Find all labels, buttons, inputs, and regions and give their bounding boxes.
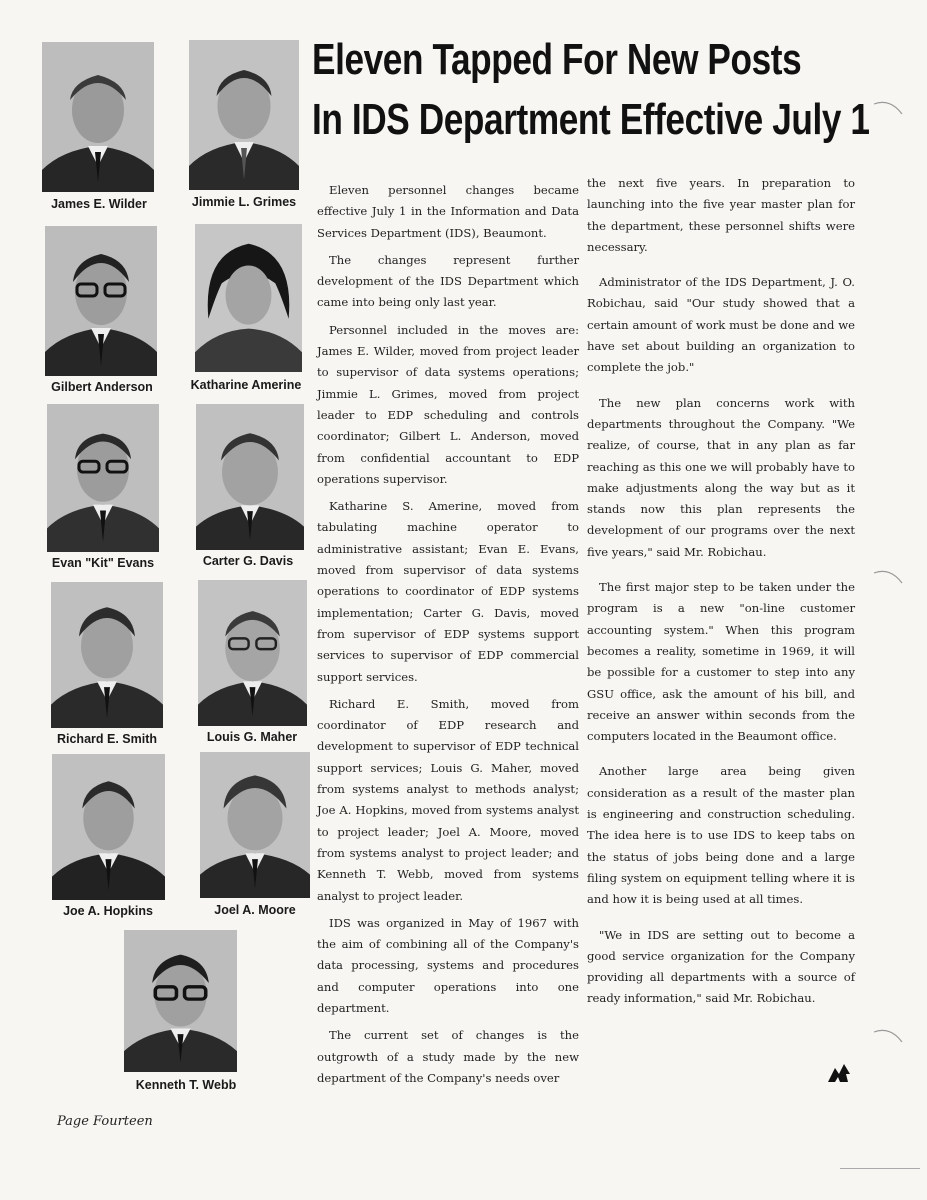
- portrait-caption: Joe A. Hopkins: [63, 904, 153, 918]
- page-number: Page Fourteen: [57, 1114, 153, 1129]
- headline-line-2: In IDS Department Effective July 1: [312, 95, 870, 144]
- headline-line-1: Eleven Tapped For New Posts: [312, 35, 802, 84]
- portrait-photo-davis: [196, 404, 304, 550]
- article-paragraph: Another large area being given consideration as a result of the master plan is engineering and construction scheduling. The idea here is to use IDS to keep tabs on the status of jobs being done and a large filing system on equipment telling where it is and how it is being used at all times.: [587, 764, 855, 907]
- article-paragraph: The new plan concerns work with departments throughout the Company. "We realize, of course, that in any plan as far reaching as this one we will probably have to make adjustments along the way but as it stands now this plan represents the development of our programs over the next five years," said Mr. Robichau.: [587, 395, 855, 559]
- article-paragraph: Katharine S. Amerine, moved from tabulating machine operator to administrative assistant; Evan E. Evans, moved from supervisor of data systems operations to coordinator of EDP systems implementation; Carter G. Davis, moved from supervisor of EDP systems support services to supervisor of EDP commercial support services.: [317, 499, 579, 684]
- portrait-photo-evans: [47, 404, 159, 552]
- article-column-left: [317, 180, 579, 1095]
- article-column-right: [587, 173, 855, 1016]
- article-paragraph: "We in IDS are setting out to become a good service organization for the Company providing all departments with a source of ready information," said Mr. Robichau.: [587, 927, 855, 1006]
- portrait-photo-wilder: [42, 42, 154, 192]
- portrait-caption: Louis G. Maher: [206, 730, 298, 744]
- portrait-photo-webb: [124, 930, 237, 1072]
- punch-hole-mark: [872, 1024, 908, 1048]
- portrait-photo-hopkins: [52, 754, 165, 900]
- article-paragraph: The changes represent further development of the IDS Department which came into being only last year.: [317, 252, 579, 310]
- article-paragraph: The first major step to be taken under the program is a new "on-line customer accounting system." When this program becomes a reality, sometime in 1969, it will be possible for a customer to step into any GSU office, ask the amount of his bill, and receive an answer within seconds from the computers located in the Beaumont office.: [587, 580, 855, 744]
- article-headline: [312, 30, 870, 150]
- portrait-photo-amerine: [195, 224, 302, 372]
- portrait-photo-anderson: [45, 226, 157, 376]
- punch-hole-mark: [872, 96, 908, 120]
- portrait-caption: James E. Wilder: [51, 197, 147, 211]
- portrait-photo-smith: [51, 582, 163, 728]
- portrait-caption: Richard E. Smith: [56, 732, 158, 746]
- article-paragraph: The current set of changes is the outgrowth of a study made by the new department of the Company's needs over: [317, 1028, 579, 1085]
- article-paragraph: the next five years. In preparation to launching into the five year master plan for the department, these personnel shifts were necessary.: [587, 176, 855, 254]
- portrait-caption: Kenneth T. Webb: [135, 1078, 237, 1092]
- article-paragraph: IDS was organized in May of 1967 with the aim of combining all of the Company's data processing, systems and procedures and computer operations into one department.: [317, 915, 579, 1015]
- portrait-caption: Jimmie L. Grimes: [191, 195, 297, 209]
- article-paragraph: Personnel included in the moves are: James E. Wilder, moved from project leader to supervisor of data systems operations; Jimmie L. Grimes, moved from project leader to EDP scheduling and controls coordinator; Gilbert L. Anderson, moved from confidential accountant to EDP operations supervisor.: [317, 322, 579, 486]
- portrait-photo-grimes: [189, 40, 299, 190]
- portrait-caption: Joel A. Moore: [214, 903, 296, 917]
- end-mark-icon: [826, 1062, 852, 1084]
- page-edge-line: [840, 1168, 920, 1169]
- portrait-caption: Carter G. Davis: [202, 554, 294, 568]
- portrait-photo-moore: [200, 752, 310, 898]
- portrait-caption: Evan "Kit" Evans: [51, 556, 155, 570]
- portrait-photo-maher: [198, 580, 307, 726]
- portrait-caption: Gilbert Anderson: [51, 380, 153, 394]
- portrait-caption: Katharine Amerine: [190, 378, 302, 392]
- article-paragraph: Eleven personnel changes became effective July 1 in the Information and Data Services Department (IDS), Beaumont.: [317, 183, 579, 240]
- article-paragraph: Administrator of the IDS Department, J. O. Robichau, said "Our study showed that a certain amount of work must be done and we have set about building an organization to complete the job.": [587, 275, 855, 375]
- punch-hole-mark: [872, 565, 908, 589]
- article-paragraph: Richard E. Smith, moved from coordinator of EDP research and development to supervisor of EDP technical support services; Louis G. Maher, moved from systems analyst to methods analyst; Joe A. Hopkins, moved from systems analyst to project leader; Joel A. Moore, moved from systems analyst to project leader; and Kenneth T. Webb, moved from systems analyst to project leader.: [317, 696, 579, 903]
